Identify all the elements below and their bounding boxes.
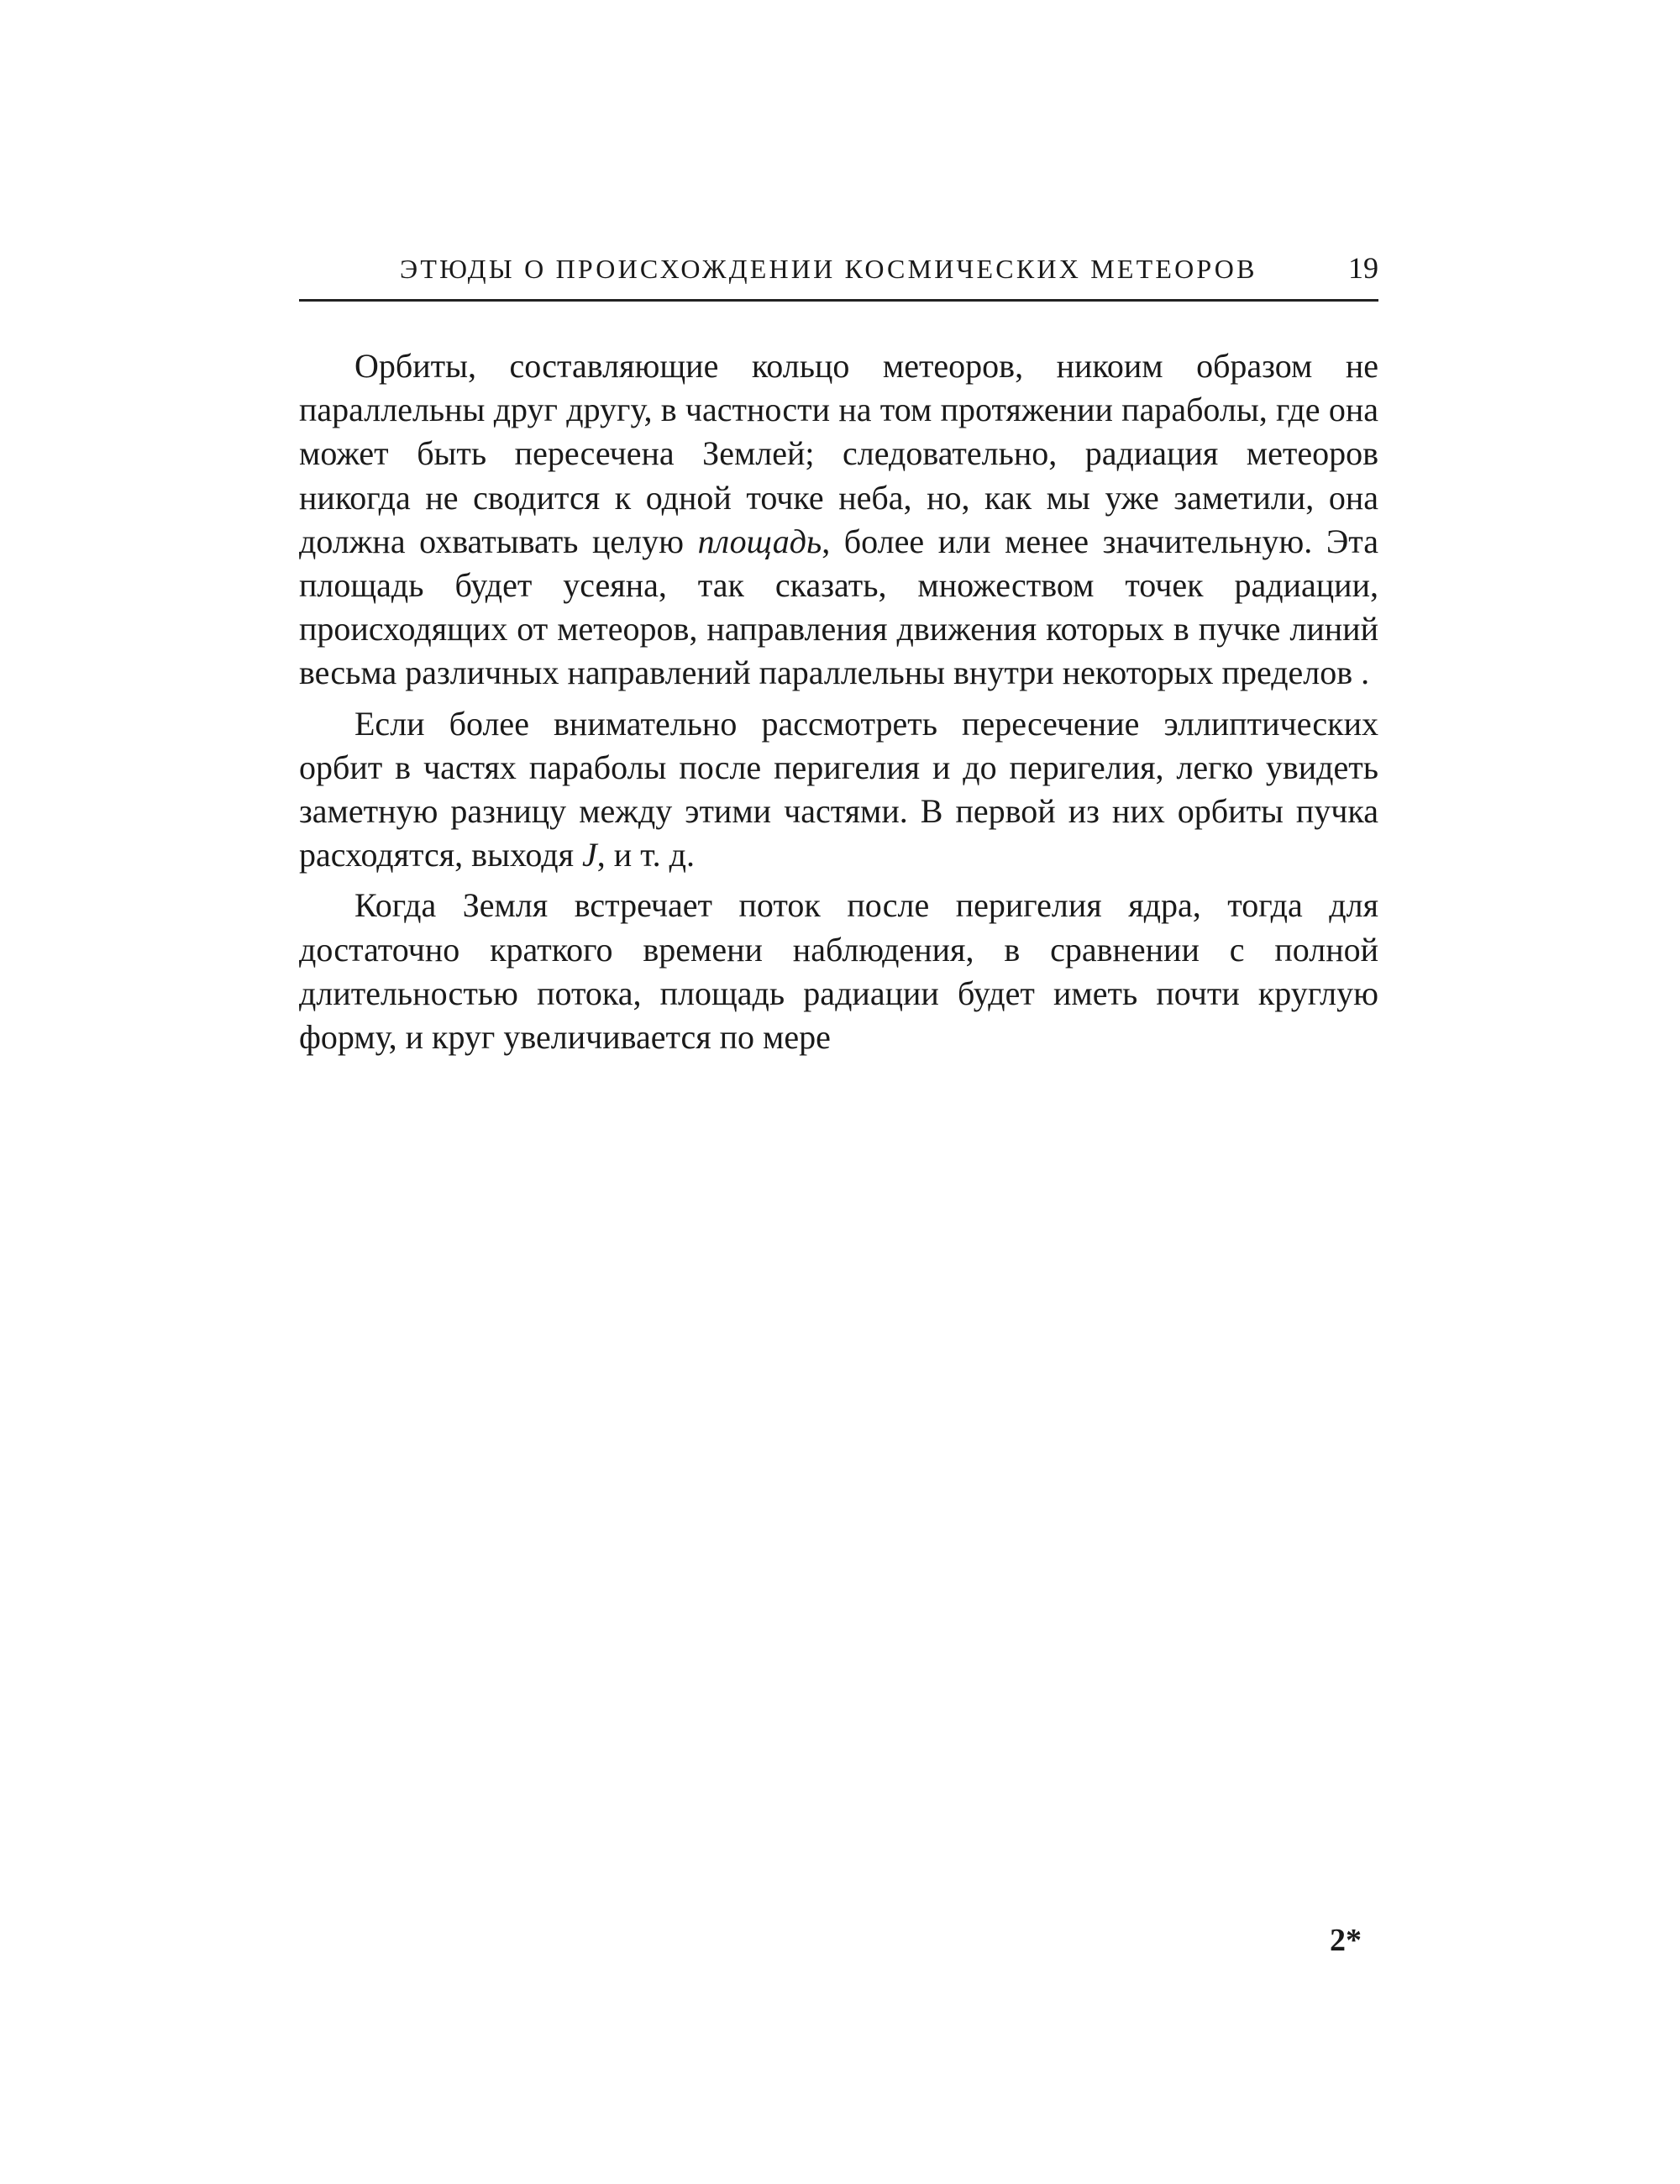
- body-text: [299, 344, 1378, 1066]
- paragraph-2-emphasis: J: [582, 836, 597, 874]
- paragraph-1-text-a: Орбиты, составляющие кольцо метеоров, никоим образом не параллельны друг другу, в частности на том протяжении параболы, где она может быть пересечена Землей; следовательно, радиация метеоров никогда не сводится к одной точке неба, но, как мы уже заметили, она должна охватывать целую: [299, 347, 1378, 560]
- paragraph-3: [299, 884, 1378, 1059]
- paragraph-2: [299, 702, 1378, 878]
- running-title: ЭТЮДЫ О ПРОИСХОЖДЕНИИ КОСМИЧЕСКИХ МЕТЕОРОВ: [400, 254, 1257, 284]
- header-rule: [299, 299, 1378, 302]
- paragraph-1: [299, 344, 1378, 696]
- paragraph-1-text-b: , более или менее значительную. Эта площадь будет усеяна, так сказать, множеством точек радиации, происходящих от метеоров, направления движения которых в пучке линий весьма различных направлений параллельны внутри некоторых пределов .: [299, 522, 1378, 692]
- paragraph-3-text-a: Когда Земля встречает поток после перигелия ядра, тогда для достаточно краткого времени наблюдения, в сравнении с полной длительностью потока, площадь радиации будет иметь почти круглую форму, и круг увеличивается по мере: [299, 886, 1378, 1057]
- paragraph-2-text-a: Если более внимательно рассмотреть пересечение эллиптических орбит в частях параболы после перигелия и до перигелия, легко увидеть заметную разницу между этими частями. В первой из них орбиты пучка расходятся, выходя: [299, 704, 1378, 874]
- signature-mark: 2*: [1330, 1923, 1362, 1958]
- page-header: [299, 249, 1378, 299]
- paragraph-1-emphasis: площадь: [697, 522, 822, 560]
- page-number: 19: [1348, 251, 1378, 285]
- paragraph-2-text-b: , и т. д.: [596, 836, 696, 874]
